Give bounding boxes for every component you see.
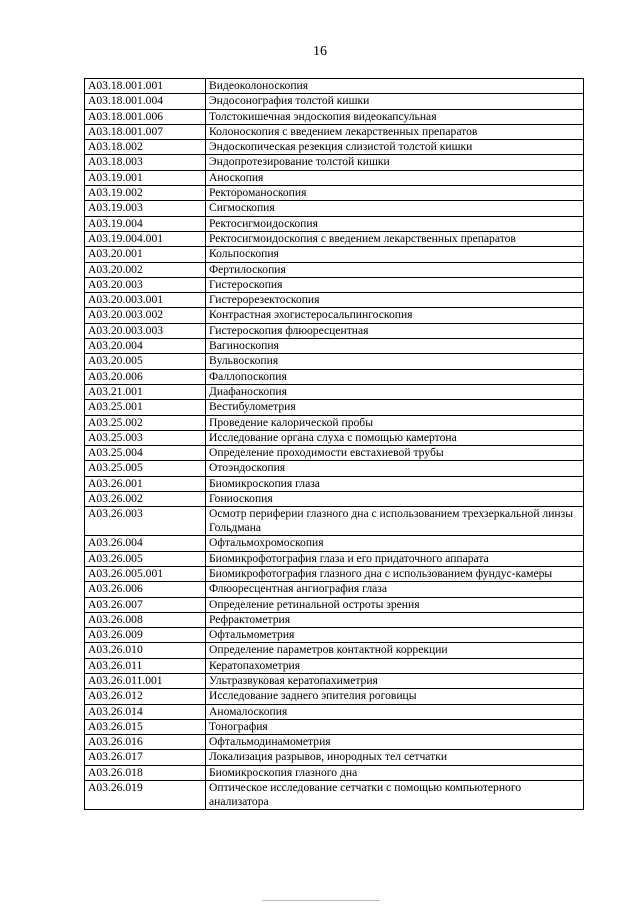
service-code-cell: A03.26.005: [85, 551, 206, 566]
service-name-cell: Фертилоскопия: [206, 262, 584, 277]
service-name-cell: Вульвоскопия: [206, 354, 584, 369]
table-row: [85, 612, 584, 627]
service-name-cell: Эндоскопическая резекция слизистой толстой кишки: [206, 140, 584, 155]
service-code-cell: A03.18.001.007: [85, 124, 206, 139]
service-name-cell: Эндопротезирование толстой кишки: [206, 155, 584, 170]
table-row: [85, 384, 584, 399]
service-name-cell: Видеоколоноскопия: [206, 79, 584, 94]
table-row: [85, 597, 584, 612]
table-row: [85, 765, 584, 780]
table-row: [85, 628, 584, 643]
table-row: [85, 186, 584, 201]
service-name-cell: Гистероскопия: [206, 277, 584, 292]
table-row: [85, 704, 584, 719]
service-code-cell: A03.26.019: [85, 781, 206, 810]
service-code-cell: A03.20.003: [85, 277, 206, 292]
service-name-cell: Биомикроскопия глаза: [206, 476, 584, 491]
table-row: [85, 689, 584, 704]
service-code-cell: A03.19.004: [85, 216, 206, 231]
table-row: [85, 216, 584, 231]
service-code-cell: A03.26.003: [85, 507, 206, 536]
table-row: [85, 109, 584, 124]
table-row: [85, 79, 584, 94]
service-code-cell: A03.20.006: [85, 369, 206, 384]
table-row: [85, 140, 584, 155]
service-name-cell: Биомикрофотография глаза и его придаточного аппарата: [206, 551, 584, 566]
service-code-cell: A03.26.011: [85, 658, 206, 673]
service-name-cell: Эндосонография толстой кишки: [206, 94, 584, 109]
table-row: [85, 262, 584, 277]
table-row: [85, 277, 584, 292]
service-code-cell: A03.26.006: [85, 582, 206, 597]
service-name-cell: Гистероскопия флюоресцентная: [206, 323, 584, 338]
service-code-cell: A03.20.003.003: [85, 323, 206, 338]
service-code-cell: A03.26.010: [85, 643, 206, 658]
service-code-cell: A03.26.007: [85, 597, 206, 612]
service-name-cell: Биомикроскопия глазного дна: [206, 765, 584, 780]
service-code-cell: A03.18.001.001: [85, 79, 206, 94]
service-code-cell: A03.20.002: [85, 262, 206, 277]
service-code-cell: A03.19.002: [85, 186, 206, 201]
table-row: [85, 94, 584, 109]
service-code-cell: A03.19.004.001: [85, 231, 206, 246]
service-name-cell: Определение параметров контактной коррекции: [206, 643, 584, 658]
service-code-cell: A03.18.003: [85, 155, 206, 170]
table-row: [85, 354, 584, 369]
service-name-cell: Кератопахометрия: [206, 658, 584, 673]
service-name-cell: Фаллопоскопия: [206, 369, 584, 384]
service-name-cell: Рефрактометрия: [206, 612, 584, 627]
service-name-cell: Колоноскопия с введением лекарственных препаратов: [206, 124, 584, 139]
service-codes-table: [84, 78, 584, 810]
service-code-cell: A03.26.015: [85, 719, 206, 734]
service-code-cell: A03.20.001: [85, 247, 206, 262]
service-code-cell: A03.21.001: [85, 384, 206, 399]
table-row: [85, 124, 584, 139]
service-code-cell: A03.26.002: [85, 492, 206, 507]
service-code-cell: A03.25.002: [85, 415, 206, 430]
table-row: [85, 673, 584, 688]
service-code-cell: A03.26.009: [85, 628, 206, 643]
table-row: [85, 492, 584, 507]
service-code-cell: A03.26.016: [85, 735, 206, 750]
table-row: [85, 293, 584, 308]
table-row: [85, 308, 584, 323]
service-code-cell: A03.26.005.001: [85, 566, 206, 581]
service-name-cell: Исследование заднего эпителия роговицы: [206, 689, 584, 704]
service-code-cell: A03.20.005: [85, 354, 206, 369]
table-row: [85, 400, 584, 415]
scan-edge-line: [262, 900, 380, 901]
table-row: [85, 551, 584, 566]
service-name-cell: Отоэндоскопия: [206, 461, 584, 476]
service-code-cell: A03.25.004: [85, 446, 206, 461]
service-name-cell: Гониоскопия: [206, 492, 584, 507]
service-name-cell: Ректороманоскопия: [206, 186, 584, 201]
service-code-cell: A03.19.001: [85, 170, 206, 185]
table-body: [85, 79, 584, 810]
table-row: [85, 155, 584, 170]
table-row: [85, 446, 584, 461]
service-name-cell: Осмотр периферии глазного дна с использованием трехзеркальной линзы Гольдмана: [206, 507, 584, 536]
service-name-cell: Оптическое исследование сетчатки с помощью компьютерного анализатора: [206, 781, 584, 810]
table-row: [85, 643, 584, 658]
table-row: [85, 781, 584, 810]
service-code-cell: A03.20.003.001: [85, 293, 206, 308]
service-code-cell: A03.19.003: [85, 201, 206, 216]
table-row: [85, 231, 584, 246]
table-row: [85, 323, 584, 338]
table-row: [85, 415, 584, 430]
table-row: [85, 430, 584, 445]
service-code-cell: A03.26.004: [85, 536, 206, 551]
service-name-cell: Аномалоскопия: [206, 704, 584, 719]
service-name-cell: Аноскопия: [206, 170, 584, 185]
service-name-cell: Толстокишечная эндоскопия видеокапсульная: [206, 109, 584, 124]
service-code-cell: A03.18.001.006: [85, 109, 206, 124]
table-row: [85, 735, 584, 750]
service-code-cell: A03.26.008: [85, 612, 206, 627]
table-row: [85, 719, 584, 734]
service-code-cell: A03.18.002: [85, 140, 206, 155]
table-row: [85, 476, 584, 491]
service-name-cell: Проведение калорической пробы: [206, 415, 584, 430]
table-row: [85, 582, 584, 597]
table-row: [85, 507, 584, 536]
service-code-cell: A03.26.017: [85, 750, 206, 765]
service-name-cell: Тонография: [206, 719, 584, 734]
service-name-cell: Флюоресцентная ангиография глаза: [206, 582, 584, 597]
service-code-cell: A03.20.004: [85, 339, 206, 354]
service-name-cell: Вестибулометрия: [206, 400, 584, 415]
service-code-cell: A03.20.003.002: [85, 308, 206, 323]
table-row: [85, 247, 584, 262]
service-name-cell: Кольпоскопия: [206, 247, 584, 262]
table-row: [85, 536, 584, 551]
service-name-cell: Ректосигмоидоскопия с введением лекарственных препаратов: [206, 231, 584, 246]
table-row: [85, 566, 584, 581]
page-number: 16: [313, 44, 327, 59]
service-name-cell: Офтальмометрия: [206, 628, 584, 643]
service-code-cell: A03.26.011.001: [85, 673, 206, 688]
service-name-cell: Определение проходимости евстахиевой трубы: [206, 446, 584, 461]
service-code-cell: A03.25.003: [85, 430, 206, 445]
service-code-cell: A03.26.001: [85, 476, 206, 491]
service-code-cell: A03.25.005: [85, 461, 206, 476]
table-row: [85, 658, 584, 673]
table-row: [85, 750, 584, 765]
service-name-cell: Гистерорезектоскопия: [206, 293, 584, 308]
service-name-cell: Офтальмохромоскопия: [206, 536, 584, 551]
table-row: [85, 461, 584, 476]
service-name-cell: Контрастная эхогистеросальпингоскопия: [206, 308, 584, 323]
table-row: [85, 339, 584, 354]
service-name-cell: Исследование органа слуха с помощью камертона: [206, 430, 584, 445]
table-row: [85, 201, 584, 216]
service-code-cell: A03.26.012: [85, 689, 206, 704]
service-code-cell: A03.25.001: [85, 400, 206, 415]
service-name-cell: Сигмоскопия: [206, 201, 584, 216]
service-name-cell: Офтальмодинамометрия: [206, 735, 584, 750]
service-name-cell: Локализация разрывов, инородных тел сетчатки: [206, 750, 584, 765]
table-row: [85, 369, 584, 384]
service-name-cell: Ректосигмоидоскопия: [206, 216, 584, 231]
service-name-cell: Определение ретинальной остроты зрения: [206, 597, 584, 612]
service-code-cell: A03.26.018: [85, 765, 206, 780]
table-row: [85, 170, 584, 185]
service-name-cell: Биомикрофотография глазного дна с использованием фундус-камеры: [206, 566, 584, 581]
service-name-cell: Диафаноскопия: [206, 384, 584, 399]
service-code-cell: A03.18.001.004: [85, 94, 206, 109]
service-name-cell: Ультразвуковая кератопахиметрия: [206, 673, 584, 688]
service-name-cell: Вагиноскопия: [206, 339, 584, 354]
service-code-cell: A03.26.014: [85, 704, 206, 719]
